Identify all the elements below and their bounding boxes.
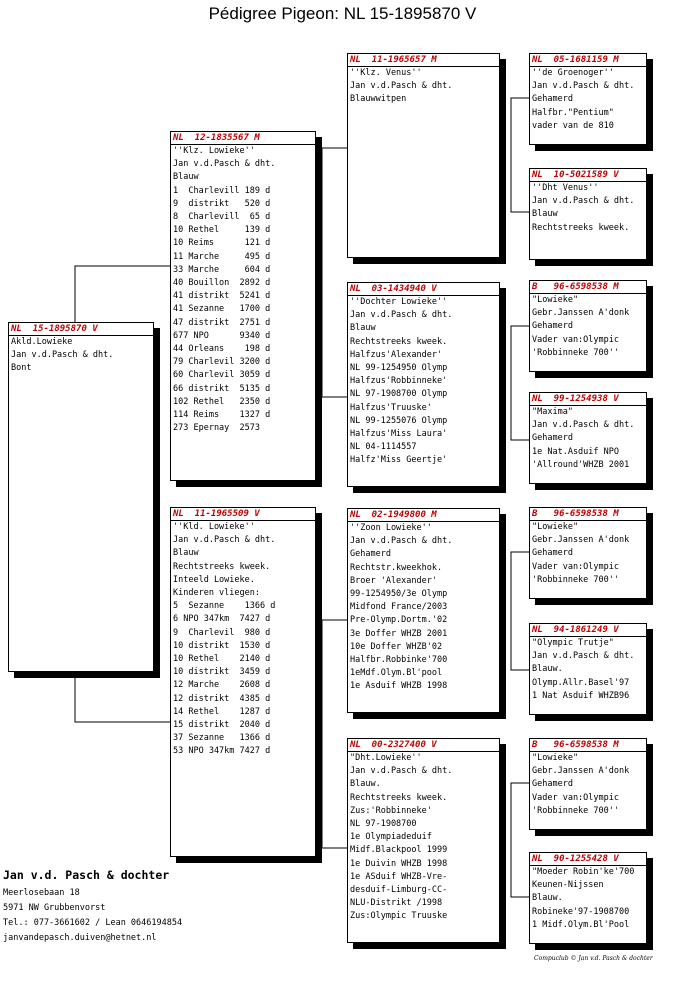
pigeon-info-line: 10 distrikt 3459 d (173, 667, 271, 678)
ring-number: B 96-6598538 M (530, 508, 646, 521)
pigeon-info-line: 1e Olympiadeduif (350, 832, 432, 843)
ring-number: NL 10-5021589 V (530, 169, 646, 182)
pigeon-info-line: "Lowieke" (532, 753, 579, 763)
pigeon-info-line: Jan v.d.Pasch & dht. (350, 536, 453, 547)
pedigree-box-ffm (529, 168, 647, 260)
pedigree-box-fff (529, 53, 647, 145)
pigeon-info-line: Broer 'Alexander' (350, 575, 437, 586)
pigeon-info-line: ''Zoon Lowieke'' (350, 523, 432, 533)
pigeon-info-line: Blauw. (532, 893, 563, 904)
pigeon-info-line: 10 Rethel 139 d (173, 225, 271, 236)
pigeon-info-line: Rechtstreeks kweek. (350, 336, 448, 347)
pigeon-info-line: Blauw. (350, 779, 381, 790)
pigeon-info-line: 1eMdf.Olym.Bl'pool (350, 668, 443, 679)
pigeon-info-line: desduif-Limburg-CC- (350, 885, 448, 896)
pigeon-info-line: Zus:Olympic Truuske (350, 911, 448, 922)
pigeon-info-line: 44 Orleans 198 d (173, 344, 271, 355)
pigeon-info-line: Gehamerd (350, 549, 391, 560)
pigeon-info-line: Bont (11, 363, 32, 374)
pigeon-info-line: 6 NPO 347km 7427 d (173, 614, 271, 625)
software-credit: Compuclub © Jan v.d. Pasch & dochter (534, 955, 653, 962)
pigeon-info-line: 1 Charlevill 189 d (173, 185, 271, 196)
ring-number: B 96-6598538 M (530, 281, 646, 294)
pigeon-info-line: 9 Charlevil 980 d (173, 627, 271, 638)
pedigree-box-mmf (529, 738, 647, 830)
pedigree-box-fm (347, 282, 500, 487)
pigeon-info-line: Gehamerd (532, 433, 573, 444)
pigeon-info-line: Olymp.Allr.Basel'97 (532, 677, 630, 688)
pigeon-info-line: NL 99-1255076 Olymp (350, 415, 448, 426)
pigeon-info-line: Midf.Blackpool 1999 (350, 845, 448, 856)
pigeon-info-line: 'Robbinneke 700'' (532, 574, 619, 585)
pigeon-info-line: ''de Groenoger'' (532, 68, 614, 78)
pigeon-info-line: 12 distrikt 4385 d (173, 693, 271, 704)
pigeon-info-line: "Dht.Lowieke'' (350, 753, 422, 763)
pigeon-info-line: "Lowieke" (532, 522, 579, 532)
pigeon-info-line: Blauw (532, 209, 558, 220)
pigeon-info-line: 10 distrikt 1530 d (173, 640, 271, 651)
pigeon-info-line: Jan v.d.Pasch & dht. (350, 81, 453, 92)
pigeon-info-line: NL 99-1254950 Olymp (350, 363, 448, 374)
pigeon-info-line: Halfbr.Robbinke'700 (350, 655, 448, 666)
pigeon-info-line: Jan v.d.Pasch & dht. (532, 651, 635, 662)
pedigree-box-mm (347, 738, 500, 943)
pigeon-info-line: 5 Sezanne 1366 d (173, 601, 276, 612)
pigeon-info-line: ''Klz. Venus'' (350, 68, 422, 78)
pigeon-info-line: 677 NPO 9340 d (173, 330, 271, 341)
pigeon-info-line: 10e Doffer WHZB'02 (350, 641, 443, 652)
ring-number: B 96-6598538 M (530, 739, 646, 752)
pigeon-info-line: 102 Rethel 2350 d (173, 396, 271, 407)
pigeon-info-line: Pre-Olymp.Dortm.'02 (350, 615, 448, 626)
ring-number: NL 03-1434940 V (348, 283, 499, 296)
pigeon-info-line: "Olympic Trutje" (532, 638, 614, 648)
pigeon-info-line: Rechtstreeks kweek. (532, 222, 630, 233)
pigeon-info-line: 41 distrikt 5241 d (173, 291, 271, 302)
pigeon-info-line: Akld.Lowieke (11, 337, 73, 347)
pigeon-info-line: Keunen-Nijssen (532, 880, 604, 891)
pigeon-info-line: Jan v.d.Pasch & dht. (173, 159, 276, 170)
pigeon-info-line: Rechtstr.kweekhok. (350, 562, 443, 573)
ring-number: NL 11-1965509 V (171, 508, 315, 521)
pigeon-info-line: NL 97-1908700 Olymp (350, 389, 448, 400)
pigeon-info-line: 'Allround'WHZB 2001 (532, 459, 630, 470)
pigeon-info-line: Gebr.Janssen A'donk (532, 308, 630, 319)
pigeon-info-line: ''Kld. Lowieke'' (173, 522, 255, 532)
pedigree-box-ff (347, 53, 500, 258)
pigeon-info-line: "Lowieke" (532, 295, 579, 305)
pigeon-info-line: Gebr.Janssen A'donk (532, 535, 630, 546)
pedigree-box-fmf (529, 280, 647, 372)
pedigree-box-main (8, 322, 154, 672)
pigeon-info-line: 1e ASduif WHZB-Vre- (350, 871, 448, 882)
pigeon-info-line: "Moeder Robin'ke'700 (532, 867, 635, 877)
pedigree-box-mf (347, 508, 500, 713)
pigeon-info-line: Zus:'Robbinneke' (350, 805, 432, 816)
ring-number: NL 15-1895870 V (9, 323, 153, 336)
pigeon-info-line: 1 Midf.Olym.Bl'Pool (532, 919, 630, 930)
pigeon-info-line: Halfzus'Robbinneke' (350, 376, 448, 387)
pigeon-info-line: 40 Bouillon 2892 d (173, 278, 271, 289)
pigeon-info-line: 60 Charlevil 3059 d (173, 370, 271, 381)
pigeon-info-line: Gehamerd (532, 321, 573, 332)
pigeon-info-line: "Maxima" (532, 407, 573, 417)
pigeon-info-line: Inteeld Lowieke. (173, 574, 255, 585)
pigeon-info-line: vader van de 810 (532, 120, 614, 131)
pigeon-info-line: 1e Duivin WHZB 1998 (350, 858, 448, 869)
pigeon-info-line: Blauw. (532, 664, 563, 675)
pigeon-info-line: Vader van:Olympic (532, 792, 619, 803)
pigeon-info-line: Rechtstreeks kweek. (350, 792, 448, 803)
pedigree-box-father (170, 131, 316, 481)
breeder-city: 5971 NW Grubbenvorst (3, 903, 106, 913)
pigeon-info-line: ''Klz. Lowieke'' (173, 146, 255, 156)
pigeon-info-line: 66 distrikt 5135 d (173, 383, 271, 394)
pigeon-info-line: Halfz'Miss Geertje' (350, 455, 448, 466)
pigeon-info-line: Kinderen vliegen: (173, 588, 260, 599)
breeder-address: Meerlosebaan 18 (3, 888, 80, 898)
pigeon-info-line: Blauw (173, 172, 199, 183)
pigeon-info-line: Halfzus'Alexander' (350, 349, 443, 360)
pigeon-info-line: NLU-Distrikt /1998 (350, 898, 443, 909)
pedigree-box-mfm (529, 623, 647, 715)
pigeon-info-line: 41 Sezanne 1700 d (173, 304, 271, 315)
ring-number: NL 05-1681159 M (530, 54, 646, 67)
pigeon-info-line: Jan v.d.Pasch & dht. (532, 81, 635, 92)
pigeon-info-line: 12 Marche 2608 d (173, 680, 271, 691)
breeder-phone: Tel.: 077-3661602 / Lean 0646194854 (3, 918, 183, 928)
pigeon-info-line: Halfzus'Miss Laura' (350, 429, 448, 440)
pigeon-info-line: ''Dochter Lowieke'' (350, 297, 448, 307)
pigeon-info-line: 114 Reims 1327 d (173, 410, 271, 421)
pigeon-info-line: Blauw (350, 323, 376, 334)
pigeon-info-line: 1 Nat Asduif WHZB96 (532, 690, 630, 701)
page-title: Pédigree Pigeon: NL 15-1895870 V (208, 4, 477, 23)
ring-number: NL 02-1949800 M (348, 509, 499, 522)
pedigree-box-mother (170, 507, 316, 857)
pigeon-info-line: 1e Nat.Asduif NPO (532, 446, 619, 457)
ring-number: NL 99-1254938 V (530, 393, 646, 406)
pigeon-info-line: 47 distrikt 2751 d (173, 317, 271, 328)
pedigree-box-fmm (529, 392, 647, 484)
pigeon-info-line: 9 distrikt 520 d (173, 198, 271, 209)
pigeon-info-line: Vader van:Olympic (532, 334, 619, 345)
ring-number: NL 00-2327400 V (348, 739, 499, 752)
pigeon-info-line: Jan v.d.Pasch & dht. (350, 766, 453, 777)
ring-number: NL 94-1861249 V (530, 624, 646, 637)
ring-number: NL 11-1965657 M (348, 54, 499, 67)
pigeon-info-line: Jan v.d.Pasch & dht. (532, 196, 635, 207)
pigeon-info-line: Robineke'97-1908700 (532, 906, 630, 917)
pigeon-info-line: 'Robbinneke 700'' (532, 805, 619, 816)
pigeon-info-line: Halfzus'Truuske' (350, 402, 432, 413)
pigeon-info-line: 79 Charlevil 3200 d (173, 357, 271, 368)
pigeon-info-line: Rechtstreeks kweek. (173, 561, 271, 572)
pigeon-info-line: 37 Sezanne 1366 d (173, 733, 271, 744)
breeder-name: Jan v.d. Pasch & dochter (3, 868, 170, 882)
pigeon-info-line: 273 Epernay 2573 (173, 423, 260, 434)
ring-number: NL 90-1255428 V (530, 853, 646, 866)
pigeon-info-line: Jan v.d.Pasch & dht. (11, 350, 114, 361)
pigeon-info-line: NL 04-1114557 (350, 442, 417, 453)
pigeon-info-line: Midfond France/2003 (350, 602, 448, 613)
pigeon-info-line: Blauwwitpen (350, 94, 407, 105)
pigeon-info-line: 15 distrikt 2040 d (173, 720, 271, 731)
pedigree-box-mff (529, 507, 647, 599)
pigeon-info-line: 99-1254950/3e Olymp (350, 589, 448, 600)
pigeon-info-line: ''Dht Venus'' (532, 183, 599, 193)
pigeon-info-line: 10 Rethel 2140 d (173, 654, 271, 665)
breeder-email: janvandepasch.duiven@hetnet.nl (3, 933, 157, 943)
pigeon-info-line: Gehamerd (532, 548, 573, 559)
pigeon-info-line: Gebr.Janssen A'donk (532, 766, 630, 777)
pigeon-info-line: Vader van:Olympic (532, 561, 619, 572)
pigeon-info-line: 53 NPO 347km 7427 d (173, 746, 271, 757)
pigeon-info-line: Halfbr."Pentium" (532, 107, 614, 118)
pigeon-info-line: Blauw (173, 548, 199, 559)
pigeon-info-line: Jan v.d.Pasch & dht. (350, 310, 453, 321)
pigeon-info-line: Gehamerd (532, 779, 573, 790)
pigeon-info-line: Jan v.d.Pasch & dht. (532, 420, 635, 431)
ring-number: NL 12-1835567 M (171, 132, 315, 145)
pigeon-info-line: 'Robbinneke 700'' (532, 347, 619, 358)
pigeon-info-line: Gehamerd (532, 94, 573, 105)
pigeon-info-line: 14 Rethel 1287 d (173, 706, 271, 717)
pigeon-info-line: 1e Asduif WHZB 1998 (350, 681, 448, 692)
pigeon-info-line: 3e Doffer WHZB 2001 (350, 628, 448, 639)
pigeon-info-line: 10 Reims 121 d (173, 238, 271, 249)
pigeon-info-line: 11 Marche 495 d (173, 251, 271, 262)
pigeon-info-line: 33 Marche 604 d (173, 264, 271, 275)
pigeon-info-line: Jan v.d.Pasch & dht. (173, 535, 276, 546)
pigeon-info-line: NL 97-1908700 (350, 819, 417, 830)
pigeon-info-line: 8 Charlevill 65 d (173, 212, 271, 223)
pedigree-box-mmm (529, 852, 647, 944)
